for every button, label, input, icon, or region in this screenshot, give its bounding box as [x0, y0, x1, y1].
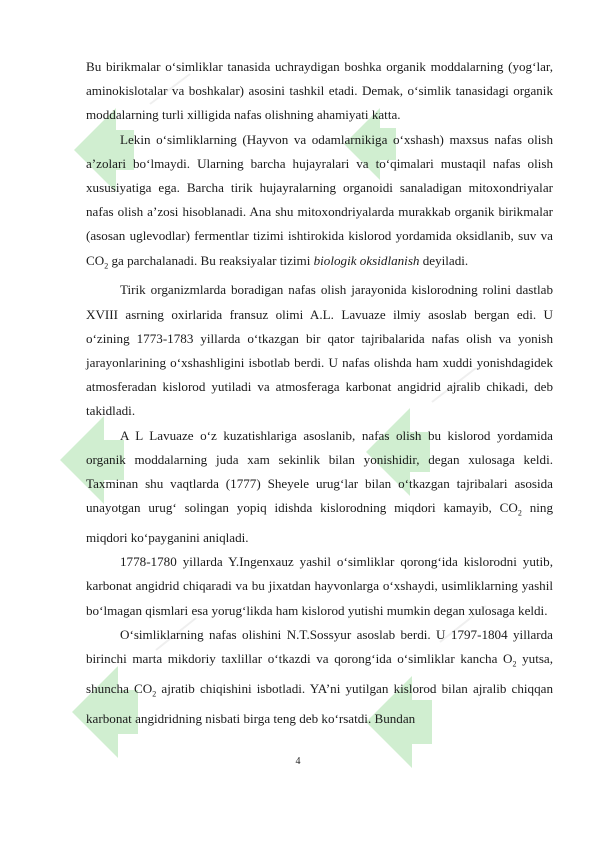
page-number: 4 [295, 756, 301, 767]
subscript: 2 [512, 659, 517, 669]
paragraph: A L Lavuaze o‘z kuzatishlariga asoslanib, nafas olish bu kislorod yordamida organik moddalarning juda xam sekinlik bilan yonishidir, degan xulosaga keldi. Taxminan shu vaqtlarda (1777) Sheyele urug‘lar bilan o‘tkazgan tajribalari asosida unayotgan urug‘ solingan yopiq idishda kislorodning miqdori kamayib, $CO_2$ ning miqdori ko‘payganini aniqladi. [86, 427, 553, 546]
paragraph: Tirik organizmlarda boradigan nafas olish jarayonida kislorodning rolini dastlab XVIII asrning oxirlarida fransuz olimi A.L. Lavuaze ilmiy asoslab bergan edi. U o‘zining 1773-1783 yillarda o‘tkazgan bir qator tajribalarida nafas olish va yonish jarayonlarining o‘xshashligini isbotlab berdi. U nafas olishda ham xuddi yonishdagidek atmosferadan kislorod yutiladi va atmosferaga karbonat angidrid ajralib chikadi, deb takidladi. [86, 282, 553, 419]
subscript: 2 [152, 689, 157, 699]
paragraph: Lekin o‘simliklarning (Hayvon va odamlarnikiga o‘xshash) maxsus nafas olish a’zolari bo‘lmaydi. Ularning barcha hujayralari va to‘qimalari mustaqil nafas olish xususiyatiga ega. Barcha tirik hujayralarning organoidi sanaladigan mitoxondriyalar nafas olish a’zosi hisoblanadi. Ana shu mitoxondriyalarda murakkab organik birikmalar (asosan uglevodlar) fermentlar tizimi ishtirokida kislorod yordamida oksidlanib, suv va $CO_2$ ga parchalanadi. Bu reaksiyalar tizimi biologik oksidlanish deyiladi. [86, 131, 553, 271]
paragraph: 1778-1780 yillarda Y.Ingenxauz yashil o‘simliklar qorong‘ida kislorodni yutib, karbonat angidrid chiqaradi va bu jixatdan hayvonlarga o‘xshaydi, usimliklarning yashil bo‘lmagan qismlari esa yorug‘likda ham kislorod yutishi mumkin degan xulosaga keldi. [86, 554, 553, 618]
subscript: 2 [104, 261, 109, 271]
document-body [86, 55, 553, 731]
paragraph: O‘simliklarning nafas olishini N.T.Sossyur asoslab berdi. U 1797-1804 yillarda birinchi marta mikdoriy taxlillar o‘tkazdi va qorong‘ida o‘simliklar kancha $O_2$ yutsa, shuncha $CO_2$ ajratib chiqishini isbotladi. YA’ni yutilgan kislorod bilan ajralib chiqqan karbonat angidridning nisbati birga teng deb ko‘rsatdi. Bundan [86, 626, 554, 726]
italic-term: biologik oksidlanish [313, 252, 420, 268]
paragraph: Bu birikmalar o‘simliklar tanasida uchraydigan boshka organik moddalarning (yog‘lar, aminokislotalar va boshkalar) asosini tashkil etadi. Demak, o‘simlik tanasidagi organik moddalarning turli xilligida nafas olishning ahamiyati katta. [86, 59, 553, 123]
subscript: 2 [517, 508, 522, 518]
